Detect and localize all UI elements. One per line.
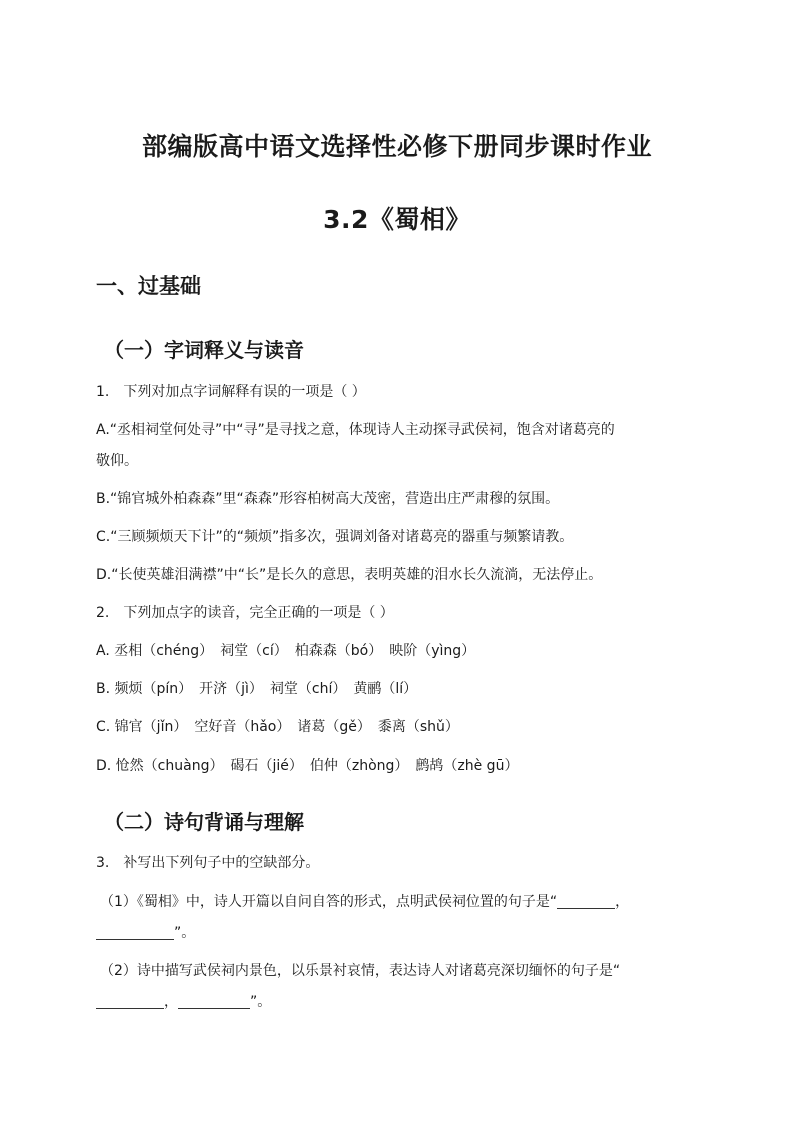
document-subtitle: 3.2《蜀相》 <box>323 205 471 234</box>
question-1-stem: 1. 下列对加点字词解释有误的一项是（ ） <box>96 384 366 400</box>
question-3-stem: 3. 补写出下列句子中的空缺部分。 <box>96 855 320 871</box>
question-1-option-b: B.“锦官城外柏森森”里“森森”形容柏树高大茂密，营造出庄严肃穆的氛围。 <box>96 491 560 507</box>
question-3-part-2-cont <box>96 991 271 1011</box>
question-1-option-d: D.“长使英雄泪满襟”中“长”是长久的意思，表明英雄的泪水长久流淌，无法停止。 <box>96 567 603 583</box>
question-3-part-1-text: （1）《蜀相》中，诗人开篇以自问自答的形式，点明武侯祠位置的句子是“ <box>100 894 558 910</box>
subsection-heading: （一）字词释义与读音 <box>104 338 304 362</box>
closing-quote: ”。 <box>250 994 272 1010</box>
answer-blank[interactable] <box>96 925 174 940</box>
separator: ， <box>164 994 178 1010</box>
question-1-option-c: C.“三顾频烦天下计”的“频烦”指多次，强调刘备对诸葛亮的器重与频繁请教。 <box>96 529 574 545</box>
question-2-option-b: B. 频烦（pín） 开济（jì） 祠堂（chí） 黄鹂（lí） <box>96 681 418 697</box>
answer-blank[interactable] <box>96 994 164 1009</box>
document-title: 部编版高中语文选择性必修下册同步课时作业 <box>141 132 652 161</box>
question-1-option-a: A.“丞相祠堂何处寻”中“寻”是寻找之意，体现诗人主动探寻武侯祠，饱含对诸葛亮的 <box>96 422 615 438</box>
question-3-part-2-text: （2）诗中描写武侯祠内景色，以乐景衬哀情，表达诗人对诸葛亮深切缅怀的句子是“ <box>100 963 621 979</box>
question-2-option-d: D. 怆然（chuàng） 碣石（jié） 伯仲（zhòng） 鹧鸪（zhè gū） <box>96 758 519 774</box>
section-heading: 一、过基础 <box>96 274 201 298</box>
question-2-option-a: A. 丞相（chéng） 祠堂（cí） 柏森森（bó） 映阶（yìng） <box>96 643 476 659</box>
answer-blank[interactable] <box>557 894 615 909</box>
question-3-part-1 <box>100 891 629 911</box>
question-3-part-1-cont <box>96 922 195 942</box>
answer-blank[interactable] <box>178 994 250 1009</box>
question-3-part-2 <box>100 960 620 980</box>
question-1-option-a-cont: 敬仰。 <box>96 453 138 469</box>
question-2-option-c: C. 锦官（jǐn） 空好音（hǎo） 诸葛（gě） 黍离（shǔ） <box>96 719 459 735</box>
closing-quote: ”。 <box>174 925 196 941</box>
subsection-heading: （二）诗句背诵与理解 <box>104 810 304 834</box>
separator: ， <box>615 894 630 910</box>
question-2-stem: 2. 下列加点字的读音，完全正确的一项是（ ） <box>96 605 394 621</box>
